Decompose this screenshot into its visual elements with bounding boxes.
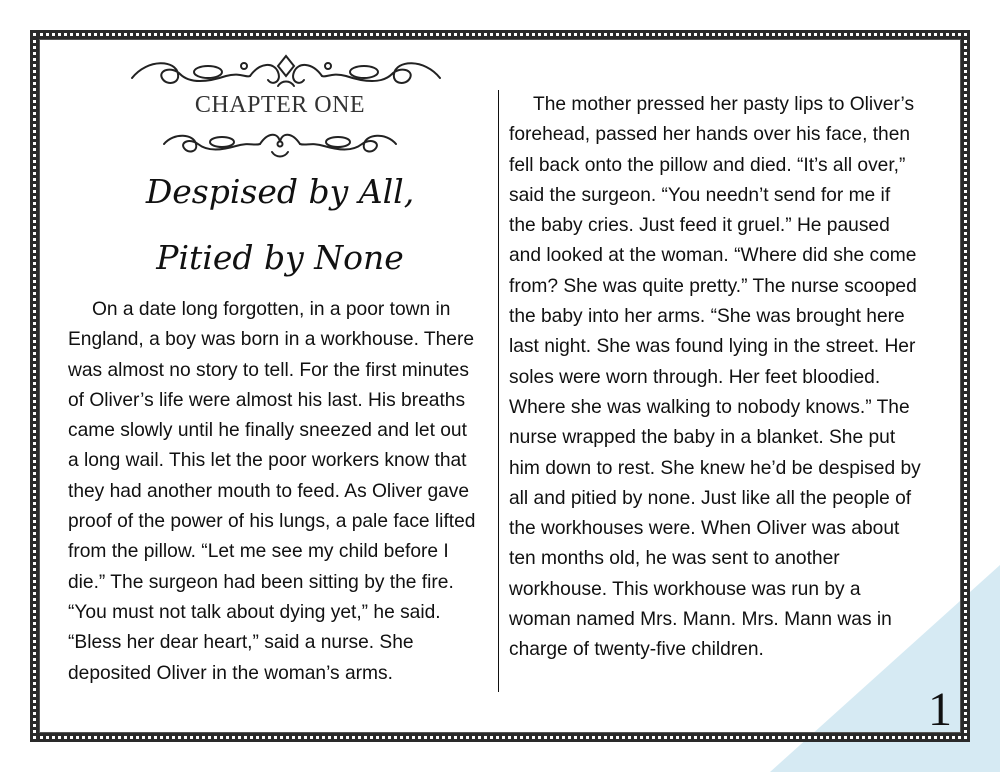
page-number: 1 xyxy=(928,683,952,736)
text-line: die.” The surgeon had been sitting by the fire. xyxy=(68,571,454,593)
text-line: forehead, passed her hands over his face, then xyxy=(509,124,911,146)
top-scroll-ornament xyxy=(128,52,444,92)
text-line: the workhouses were. When Oliver was about xyxy=(509,518,900,540)
text-line: “You must not talk about dying yet,” he said. xyxy=(68,601,441,623)
text-line: was almost no story to tell. For the first minutes xyxy=(68,359,469,381)
chapter-title-line-2: Pitied by None xyxy=(156,238,404,277)
text-line: the baby into her arms. “She was brought here xyxy=(509,306,905,328)
text-line: nurse wrapped the baby in a blanket. She put xyxy=(509,427,896,449)
text-line: soles were worn through. Her feet bloodied. xyxy=(509,366,881,388)
text-line: proof of the power of his lungs, a pale face lifted xyxy=(68,511,476,533)
chapter-label: CHAPTER ONE xyxy=(194,92,366,118)
text-line: last night. She was found lying in the street. Her xyxy=(509,336,916,358)
text-line: and looked at the woman. “Where did she come xyxy=(509,245,917,267)
text-line: they had another mouth to feed. As Oliver gave xyxy=(68,480,470,502)
text-line: workhouse. This workhouse was run by a xyxy=(509,578,861,600)
right-text-column xyxy=(509,90,929,666)
text-line: him down to rest. She knew he’d be despised by xyxy=(509,457,921,479)
text-line: said the surgeon. “You needn’t send for me if xyxy=(509,184,891,206)
text-line: came slowly until he finally sneezed and let out xyxy=(68,420,467,442)
text-line: of Oliver’s life were almost his last. His breaths xyxy=(68,389,466,411)
text-line: the baby cries. Just feed it gruel.” He paused xyxy=(509,215,890,237)
text-line: all and pitied by none. Just like all the people of xyxy=(509,487,912,509)
left-text-column xyxy=(68,295,488,689)
text-line: On a date long forgotten, in a poor town in xyxy=(92,299,451,320)
text-line: charge of twenty-five children. xyxy=(509,639,764,661)
bottom-scroll-ornament xyxy=(160,126,400,162)
text-line: “Bless her dear heart,” said a nurse. She xyxy=(68,632,414,654)
text-line: The mother pressed her pasty lips to Oliver’s xyxy=(533,94,915,115)
text-line: from the pillow. “Let me see my child before I xyxy=(68,541,449,563)
text-line: a long wail. This let the poor workers know that xyxy=(68,450,467,472)
text-line: Where she was walking to nobody knows.” The xyxy=(509,396,910,418)
text-line: fell back onto the pillow and died. “It’s all over,” xyxy=(509,154,906,176)
chapter-title-line-1: Despised by All, xyxy=(145,172,415,211)
text-line: ten months old, he was sent to another xyxy=(509,548,840,570)
text-line: England, a boy was born in a workhouse. There xyxy=(68,329,475,351)
column-divider xyxy=(498,90,499,692)
text-line: woman named Mrs. Mann. Mrs. Mann was in xyxy=(509,609,892,631)
text-line: deposited Oliver in the woman’s arms. xyxy=(68,662,393,684)
text-line: from? She was quite pretty.” The nurse scooped xyxy=(509,275,917,297)
